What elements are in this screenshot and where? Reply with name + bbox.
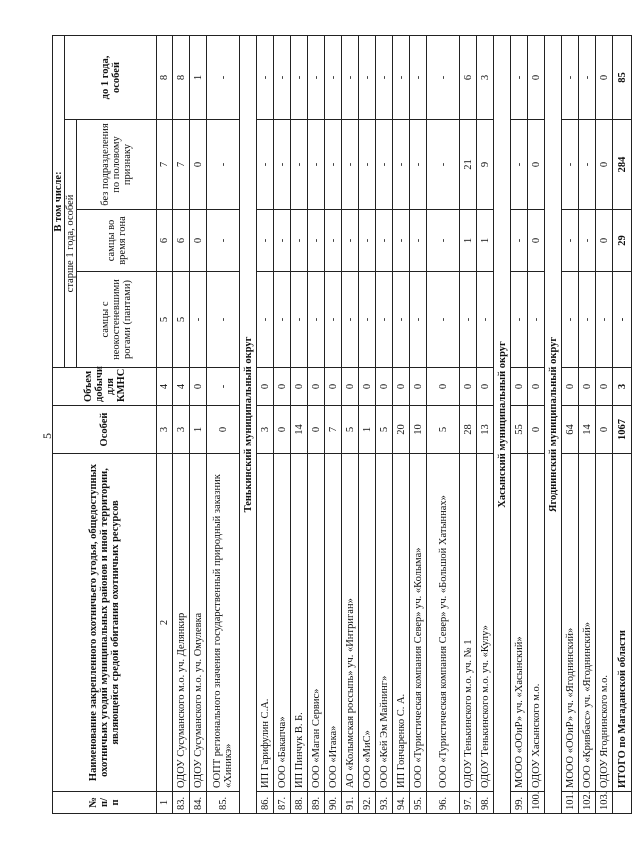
row-num: 86. [257, 792, 274, 814]
row-rut: - [308, 210, 325, 272]
row-count: 1 [359, 406, 376, 454]
row-quota: 0 [325, 368, 342, 406]
row-young: - [427, 35, 460, 119]
row-count: 28 [460, 406, 477, 454]
row-num: 93. [376, 792, 393, 814]
row-num: 103. [596, 792, 613, 814]
colnum-cell: 6 [157, 210, 173, 272]
row-quota: 0 [579, 368, 596, 406]
row-name: ОДОУ Хасынского м.о. [528, 454, 545, 792]
row-males: - [376, 272, 393, 368]
row-num: 102. [579, 792, 596, 814]
table-row [376, 35, 393, 813]
row-nosex: 0 [190, 120, 207, 210]
row-count: 0 [274, 406, 291, 454]
row-young: - [308, 35, 325, 119]
row-quota: 4 [173, 368, 190, 406]
table-row [511, 35, 528, 813]
row-nosex: - [393, 120, 410, 210]
total-young: 85 [613, 35, 632, 119]
header-num: № п/п [53, 792, 157, 814]
row-count: 1 [190, 406, 207, 454]
table-row [410, 35, 427, 813]
total-label: ИТОГО по Магаданской области [613, 454, 632, 792]
row-num: 89. [308, 792, 325, 814]
row-nosex: - [274, 120, 291, 210]
row-num: 83. [173, 792, 190, 814]
row-count: 0 [308, 406, 325, 454]
row-males: - [207, 272, 240, 368]
colnum-cell: 4 [157, 368, 173, 406]
row-males: - [511, 272, 528, 368]
row-rut: - [511, 210, 528, 272]
row-num: 96. [427, 792, 460, 814]
row-quota: 0 [291, 368, 308, 406]
section-row [545, 35, 562, 813]
header-under-one: до 1 года, особей [65, 35, 157, 119]
table-row [393, 35, 410, 813]
row-young: - [342, 35, 359, 119]
row-num: 87. [274, 792, 291, 814]
row-rut: - [359, 210, 376, 272]
row-young: - [376, 35, 393, 119]
header-no-sex: без подразделения по половому признаку [77, 120, 157, 210]
row-males: - [257, 272, 274, 368]
row-young: - [579, 35, 596, 119]
row-num: 101. [562, 792, 579, 814]
row-nosex: 7 [173, 120, 190, 210]
row-rut: - [325, 210, 342, 272]
row-young: 3 [477, 35, 494, 119]
row-quota: 0 [393, 368, 410, 406]
row-count: 5 [376, 406, 393, 454]
row-young: 0 [528, 35, 545, 119]
header-during-rut: самцы во время гона [77, 210, 157, 272]
row-rut: - [562, 210, 579, 272]
row-males: - [274, 272, 291, 368]
row-name: ООО «Итака» [325, 454, 342, 792]
table-row [207, 35, 240, 813]
row-males: - [291, 272, 308, 368]
section-row [494, 35, 511, 813]
row-rut: - [579, 210, 596, 272]
total-males: - [613, 272, 632, 368]
row-name: ОДОУ Тенькинского м.о. уч. «Кулу» [477, 454, 494, 792]
row-name: ООПТ регионального значения государственный природный заказник «Хиникэ» [207, 454, 240, 792]
colnum-cell: 7 [157, 120, 173, 210]
table-row [342, 35, 359, 813]
row-count: 55 [511, 406, 528, 454]
row-quota: 0 [427, 368, 460, 406]
row-nosex: - [359, 120, 376, 210]
column-numbers-row [157, 35, 173, 813]
row-count: 5 [427, 406, 460, 454]
row-quota: 0 [342, 368, 359, 406]
row-nosex: 0 [528, 120, 545, 210]
row-name: ОДОУ Тенькинского м.о. уч. № 1 [460, 454, 477, 792]
row-young: - [274, 35, 291, 119]
row-rut: 6 [173, 210, 190, 272]
row-quota: 0 [359, 368, 376, 406]
row-males: - [190, 272, 207, 368]
row-young: - [410, 35, 427, 119]
row-nosex: - [562, 120, 579, 210]
table-row [308, 35, 325, 813]
row-name: ООО «Кривбасс» уч. «Ягоднинский» [579, 454, 596, 792]
row-quota: - [207, 368, 240, 406]
row-count: 13 [477, 406, 494, 454]
row-rut: - [274, 210, 291, 272]
row-name: ОДОУ Сусуманского м.о. уч. Омулевка [190, 454, 207, 792]
row-num: 90. [325, 792, 342, 814]
row-num: 97. [460, 792, 477, 814]
row-young: 0 [596, 35, 613, 119]
row-quota: 0 [274, 368, 291, 406]
section-row [240, 35, 257, 813]
row-nosex: - [308, 120, 325, 210]
colnum-cell: 3 [157, 406, 173, 454]
row-rut: 0 [528, 210, 545, 272]
row-name: МООО «ООиР» уч. «Ягоднинский» [562, 454, 579, 792]
row-name: ИП Гарифулин С.А. [257, 454, 274, 792]
table-row [190, 35, 207, 813]
row-young: 8 [173, 35, 190, 119]
table-row [325, 35, 342, 813]
table-row [579, 35, 596, 813]
table-row [562, 35, 579, 813]
row-rut: 0 [596, 210, 613, 272]
colnum-cell: 5 [157, 272, 173, 368]
row-count: 3 [257, 406, 274, 454]
row-quota: 0 [511, 368, 528, 406]
row-young: - [562, 35, 579, 119]
colnum-cell: 1 [157, 792, 173, 814]
row-count: 14 [291, 406, 308, 454]
row-males: - [596, 272, 613, 368]
total-num-cell [613, 792, 632, 814]
page-number: 5 [40, 433, 54, 439]
row-rut: - [393, 210, 410, 272]
row-rut: 1 [460, 210, 477, 272]
row-name: ООО «Бакапча» [274, 454, 291, 792]
row-name: ИП Пинчук В. Б. [291, 454, 308, 792]
total-count: 1067 [613, 406, 632, 454]
header-count: Особей [53, 406, 157, 454]
row-name: МООО «ООиР» уч. «Хасынский» [511, 454, 528, 792]
colnum-cell: 2 [157, 454, 173, 792]
table-row [528, 35, 545, 813]
row-num: 94. [393, 792, 410, 814]
row-rut: - [257, 210, 274, 272]
row-count: 3 [173, 406, 190, 454]
row-males: - [528, 272, 545, 368]
row-quota: 0 [410, 368, 427, 406]
row-young: - [257, 35, 274, 119]
row-males: - [359, 272, 376, 368]
row-nosex: 9 [477, 120, 494, 210]
table-row [477, 35, 494, 813]
row-males: - [410, 272, 427, 368]
row-young: - [291, 35, 308, 119]
table-row [291, 35, 308, 813]
table-row [359, 35, 376, 813]
row-name: ООО «Туристическая компания Север» уч. «Колыма» [410, 454, 427, 792]
row-males: - [579, 272, 596, 368]
row-young: 1 [190, 35, 207, 119]
row-quota: 0 [460, 368, 477, 406]
row-young: - [511, 35, 528, 119]
row-young: - [393, 35, 410, 119]
row-males: - [562, 272, 579, 368]
row-males: - [460, 272, 477, 368]
row-name: АО «Колымская россыпь» уч. «Интриган» [342, 454, 359, 792]
row-quota: 0 [257, 368, 274, 406]
table-row [173, 35, 190, 813]
total-rut: 29 [613, 210, 632, 272]
row-males: 5 [173, 272, 190, 368]
row-young: 6 [460, 35, 477, 119]
row-quota: 0 [376, 368, 393, 406]
row-quota: 0 [477, 368, 494, 406]
row-num: 84. [190, 792, 207, 814]
row-young: - [207, 35, 240, 119]
table-row [596, 35, 613, 813]
row-name: ООО «Кей Эм Майнинг» [376, 454, 393, 792]
row-quota: 0 [190, 368, 207, 406]
row-name: ОДОУ Ягоднинского м.о. [596, 454, 613, 792]
row-males: - [342, 272, 359, 368]
row-name: ОДОУ Сусуманского м.о. уч. Делянкир [173, 454, 190, 792]
row-nosex: - [325, 120, 342, 210]
row-count: 0 [596, 406, 613, 454]
header-quota: Объем добычи для КМНС [53, 368, 157, 406]
row-nosex: - [579, 120, 596, 210]
section-title: Тенькинский муниципальный округ [240, 35, 257, 813]
row-rut: - [376, 210, 393, 272]
row-quota: 0 [596, 368, 613, 406]
row-name: ИП Гончаренко С. А. [393, 454, 410, 792]
row-males: - [393, 272, 410, 368]
row-males: - [325, 272, 342, 368]
row-name: ООО «Маган Сервис» [308, 454, 325, 792]
row-count: 14 [579, 406, 596, 454]
table-row [257, 35, 274, 813]
row-num: 95. [410, 792, 427, 814]
row-nosex: - [410, 120, 427, 210]
header-in-that-number: В том числе: [53, 35, 65, 367]
row-rut: 1 [477, 210, 494, 272]
row-count: 64 [562, 406, 579, 454]
section-title: Ягоднинский муниципальный округ [545, 35, 562, 813]
row-males: - [308, 272, 325, 368]
total-nosex: 284 [613, 120, 632, 210]
header-older: старше 1 года, особей [65, 120, 77, 368]
row-rut: - [291, 210, 308, 272]
row-nosex: - [342, 120, 359, 210]
table-row [460, 35, 477, 813]
row-count: 0 [207, 406, 240, 454]
header-males: самцы с неокостеневшими рогами (пантами) [77, 272, 157, 368]
row-nosex: - [427, 120, 460, 210]
row-rut: - [410, 210, 427, 272]
row-rut: - [207, 210, 240, 272]
row-count: 10 [410, 406, 427, 454]
row-nosex: - [291, 120, 308, 210]
table-row [274, 35, 291, 813]
table-row [427, 35, 460, 813]
row-count: 0 [528, 406, 545, 454]
row-name: ООО «Туристическая компания Север» уч. «Большой Хатыннах» [427, 454, 460, 792]
row-quota: 0 [308, 368, 325, 406]
header-name: Наименование закрепленного охотничьего угодья, общедоступных охотничьих угодий муниципальных районов и иной территории, являющейся средой обитания охотничьих ресурсов [53, 454, 157, 792]
row-males: - [477, 272, 494, 368]
row-num: 98. [477, 792, 494, 814]
row-nosex: - [207, 120, 240, 210]
row-nosex: - [511, 120, 528, 210]
row-rut: 0 [190, 210, 207, 272]
section-title: Хасынский муниципальный округ [494, 35, 511, 813]
total-quota: 3 [613, 368, 632, 406]
row-young: - [325, 35, 342, 119]
total-row [613, 35, 632, 813]
row-num: 92. [359, 792, 376, 814]
rotated-page [52, 36, 628, 814]
row-num: 85. [207, 792, 240, 814]
row-num: 91. [342, 792, 359, 814]
row-nosex: 0 [596, 120, 613, 210]
row-males: - [427, 272, 460, 368]
row-rut: - [427, 210, 460, 272]
colnum-cell: 8 [157, 35, 173, 119]
row-count: 7 [325, 406, 342, 454]
row-count: 20 [393, 406, 410, 454]
row-nosex: 21 [460, 120, 477, 210]
row-young: - [359, 35, 376, 119]
row-num: 100. [528, 792, 545, 814]
row-name: ООО «МиС» [359, 454, 376, 792]
row-count: 5 [342, 406, 359, 454]
row-rut: - [342, 210, 359, 272]
hunting-quota-table [52, 35, 632, 814]
row-quota: 0 [528, 368, 545, 406]
row-num: 99. [511, 792, 528, 814]
row-num: 88. [291, 792, 308, 814]
row-quota: 0 [562, 368, 579, 406]
row-nosex: - [376, 120, 393, 210]
row-nosex: - [257, 120, 274, 210]
